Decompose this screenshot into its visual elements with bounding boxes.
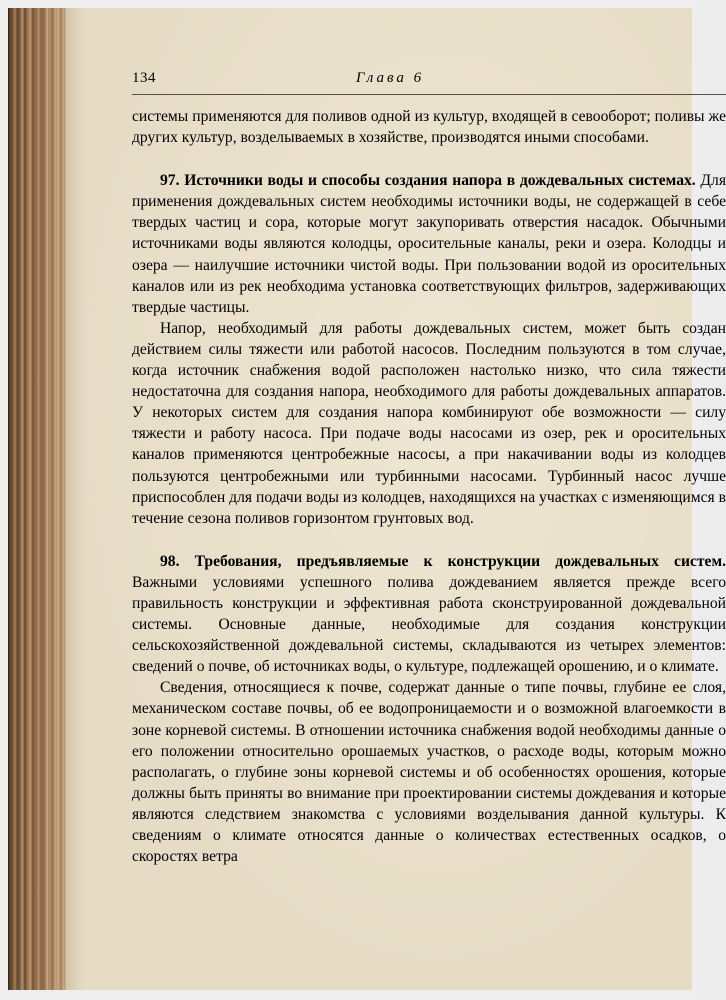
section-gap [132, 529, 726, 551]
page-sheet [66, 8, 726, 990]
section-97-text: Для применения дождевальных систем необходимы источники воды, не содержащей в себе твердых частиц и сора, которые могут закупоривать отверстия насадок. Обычными источниками воды являются колодцы, оросительные каналы, реки и озера. Колодцы и озера — наилучшие источники чистой воды. При пользовании водой из оросительных каналов или из рек необходима установка соответствующих фильтров, задерживающих твердые частицы. [132, 172, 726, 316]
paragraph-pressure: Напор, необходимый для работы дождевальных систем, может быть создан действием силы тяжести или работой насосов. Последним пользуются в том случае, когда источник снабжения водой расположен настолько низко, что сила тяжести недостаточна для создания напора, необходимого для работы дождевальных аппаратов. У некоторых систем для создания напора комбинируют обе возможности — силу тяжести и работу насоса. При подаче воды насосами из озер, рек и оросительных каналов применяются центробежные насосы, а при накачивании воды из колодцев пользуются центробежными или турбинными насосами. Турбинный насос лучше приспособлен для подачи воды из колодцев, находящихся на участках с изменяющимся в течение сезона поливов горизонтом грунтовых вод. [132, 319, 726, 527]
paragraph-continuation: системы применяются для поливов одной из культур, входящей в севооборот; поливы же других культур, возделываемых в хозяйстве, производятся иными способами. [132, 108, 726, 147]
page-header [66, 70, 650, 96]
section-98-text: Важными условиями успешного полива дождеванием является прежде всего правильность конструкции и эффективная работа сконструированной дождевальной системы. Основные данные, необходимые для создания конструкции сельскохозяйственной дождевальной системы, складываются из четырех элементов: сведений о почве, об источниках воды, о культуре, подлежащей орошению, и о климате. [132, 573, 726, 676]
section-gap [132, 148, 726, 170]
running-head-chapter: Глава 6 [356, 70, 425, 86]
section-97 [132, 170, 726, 318]
section-98-heading: 98. Требования, предъявляемые к конструкции дождевальных систем. [160, 552, 726, 570]
section-98 [132, 551, 726, 678]
body-text [132, 106, 726, 867]
section-97-heading: 97. Источники воды и способы создания напора в дождевальных системах. [160, 172, 696, 190]
header-rule [132, 94, 726, 95]
book-spine-edge [8, 8, 66, 990]
page-number: 134 [132, 70, 156, 86]
paragraph-soil-data: Сведения, относящиеся к почве, содержат данные о типе почвы, глубине ее слоя, механическом составе почвы, об ее водопроницаемости и о возможной влагоемкости в зоне корневой системы. В отношении источника снабжения водой необходимы данные о его положении относительно орошаемых участков, о расходе воды, которым можно располагать, о глубине зоны корневой системы и об особенностях орошения, которые должны быть приняты во внимание при проектировании системы дождевания и которые являются следствием знакомства с условиями возделывания данной культуры. К сведениям о климате относятся данные о количествах естественных осадков, о скоростях ветра [132, 679, 726, 866]
